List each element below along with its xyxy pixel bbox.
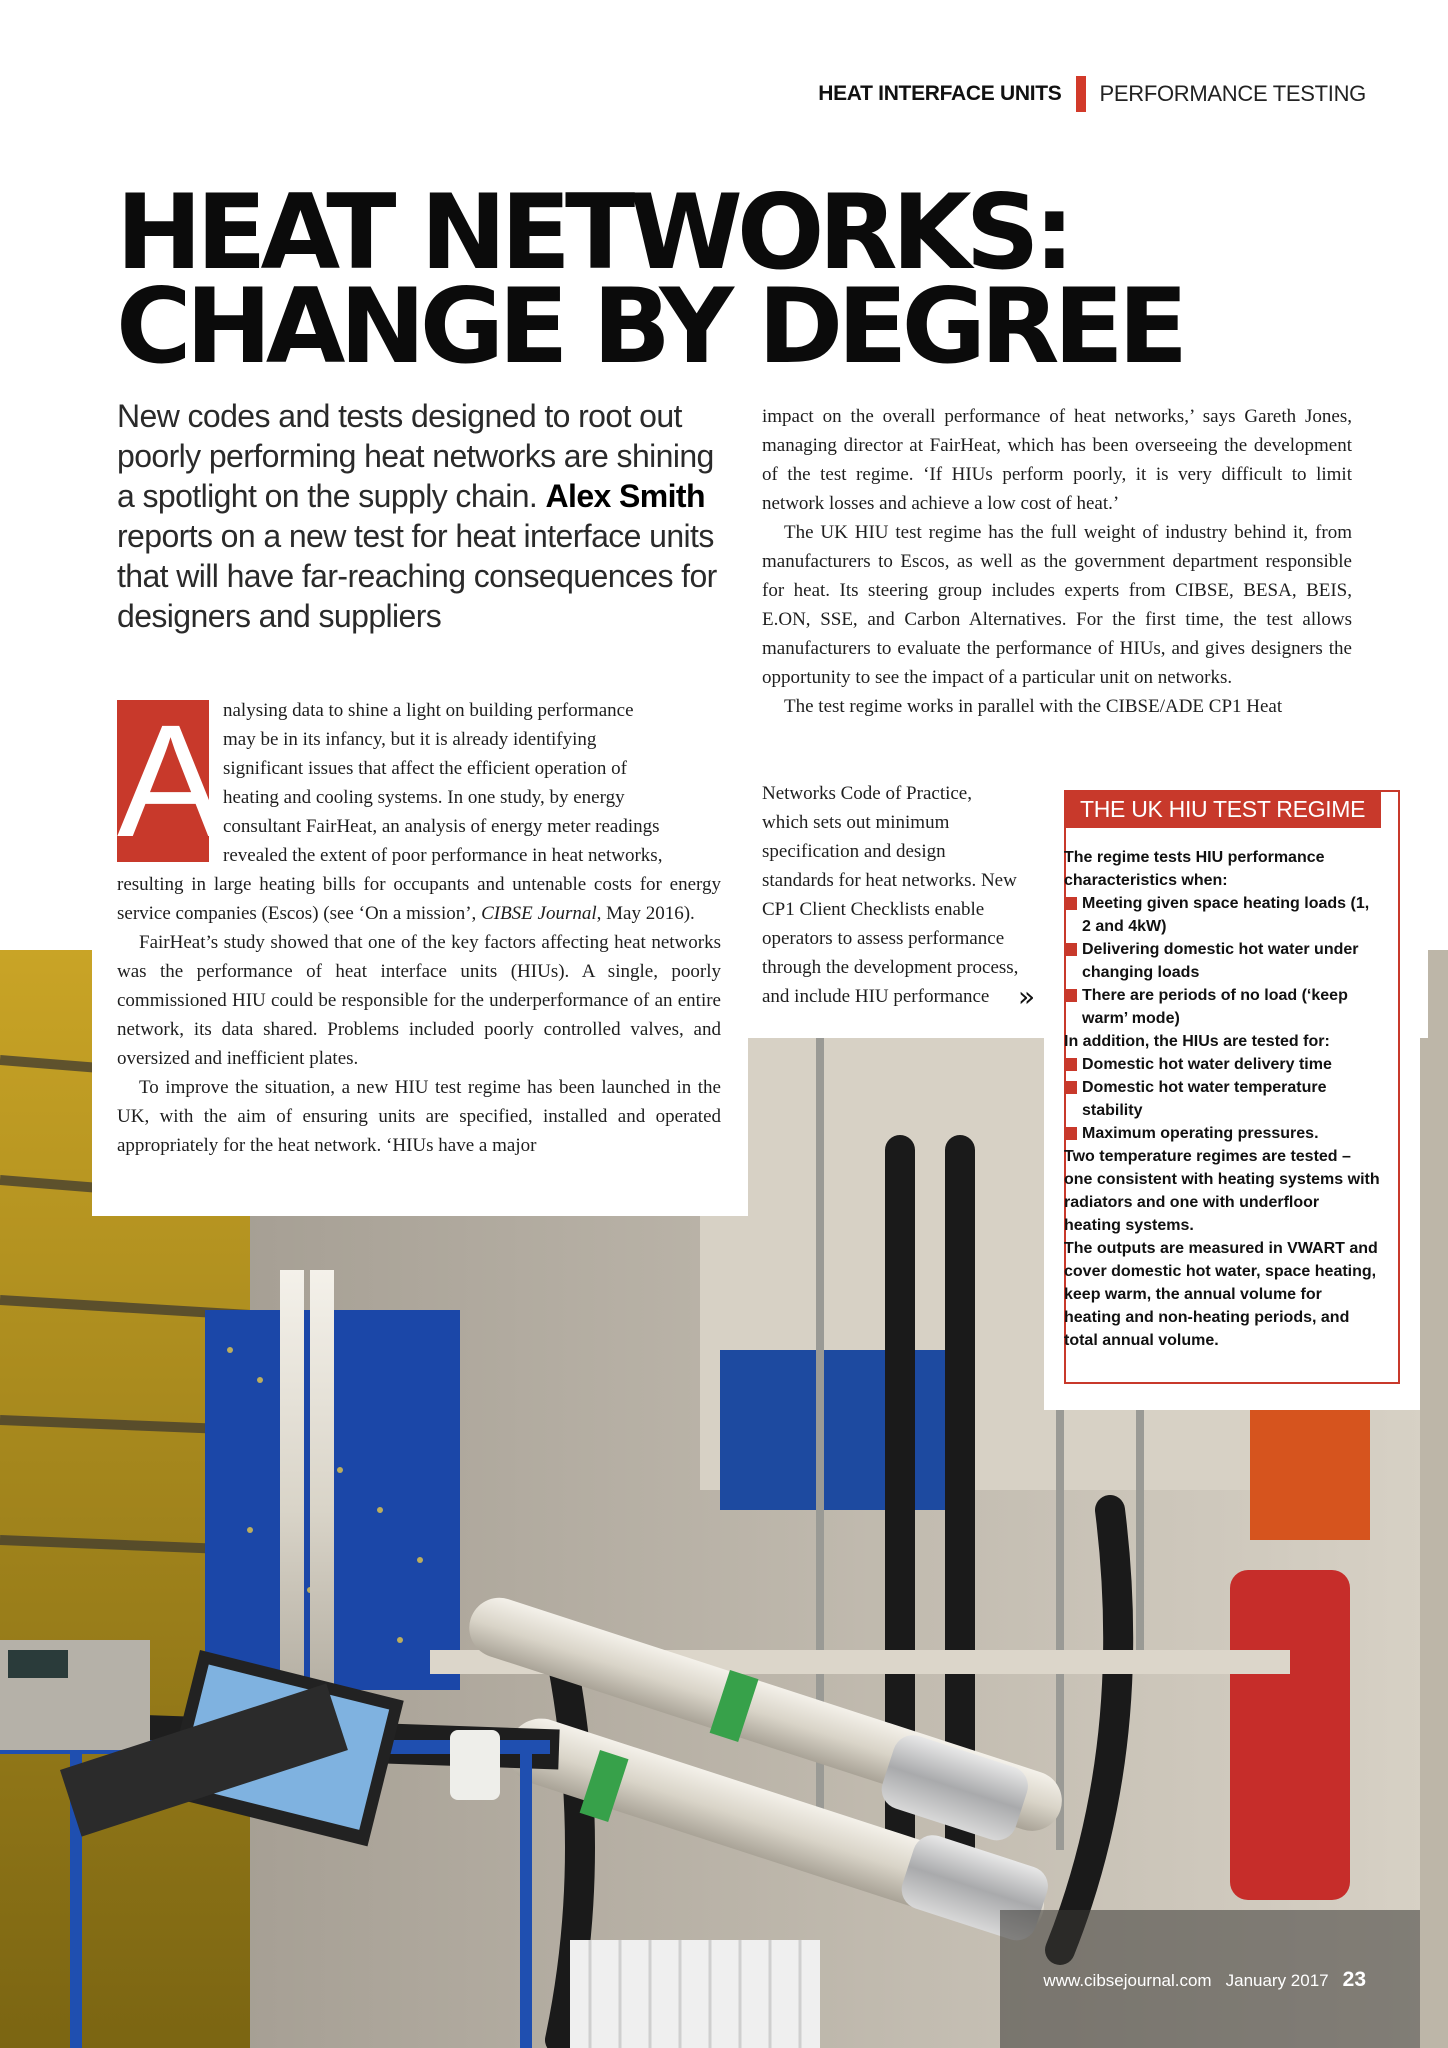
- body-paragraph: FairHeat’s study showed that one of the key factors affecting heat networks was the performance of heat interface units (HIUs). A single, poorly commissioned HIU could be responsible for the underperformance of an entire network, its data shared. Problems included poorly controlled valves, and oversized and inefficient plates.: [117, 932, 721, 1069]
- standfirst: [117, 396, 717, 636]
- sidebar-bullet: Domestic hot water delivery time: [1064, 1053, 1380, 1076]
- sidebar-intro: The regime tests HIU performance characteristics when:: [1064, 849, 1325, 889]
- title-line-2: CHANGE BY DEGREE: [116, 267, 1183, 387]
- drop-cap: A: [117, 691, 224, 870]
- body-line: may be in its infancy, but it is already identifying: [223, 729, 597, 750]
- body-paragraph: [117, 870, 721, 928]
- sidebar-bullet: Domestic hot water temperature stability: [1064, 1076, 1380, 1122]
- sidebar-bullet: Maximum operating pressures.: [1064, 1122, 1380, 1145]
- body-column-right: [762, 402, 1352, 721]
- section-label: HEAT INTERFACE UNITS: [818, 82, 1062, 105]
- body-paragraph: The test regime works in parallel with the CIBSE/ADE CP1 Heat: [784, 696, 1283, 717]
- sidebar-paragraph: The outputs are measured in VWART and cover domestic hot water, space heating, keep warm, the annual volume for heating and non-heating periods, and total annual volume.: [1064, 1240, 1378, 1349]
- continue-arrow-icon: »: [1018, 980, 1036, 1013]
- article-title: [116, 173, 1183, 387]
- running-header: [818, 76, 1366, 112]
- sidebar-bullet: Delivering domestic hot water under changing loads: [1064, 938, 1380, 984]
- body-line: consultant FairHeat, an analysis of energy meter readings: [223, 816, 660, 837]
- footer-url: www.cibsejournal.com: [1043, 1971, 1212, 1990]
- title-line-1: HEAT NETWORKS:: [116, 173, 1069, 293]
- body-paragraph: impact on the overall performance of heat networks,’ says Gareth Jones, managing director at FairHeat, which has been overseeing the development of the test regime. ‘If HIUs perform poorly, it is very difficult to limit network losses and achieve a low cost of heat.’: [762, 406, 1352, 514]
- footer-issue: January 2017: [1225, 1971, 1329, 1990]
- author-name: Alex Smith: [545, 478, 705, 514]
- standfirst-lead: New codes and tests designed to root out poorly performing heat networks are shining a spotlight on the supply chain.: [117, 398, 714, 514]
- body-column-narrow: [762, 779, 1020, 1011]
- body-line: heating and cooling systems. In one study, by energy: [223, 787, 625, 808]
- body-column-left: [117, 691, 721, 1160]
- body-line: nalysing data to shine a light on building performance: [223, 700, 634, 721]
- sidebar-bullet: There are periods of no load (‘keep warm’ mode): [1064, 984, 1380, 1030]
- page-footer: [1043, 1968, 1366, 1992]
- header-divider: [1076, 76, 1086, 112]
- standfirst-rest: reports on a new test for heat interface units that will have far-reaching consequences for designers and suppliers: [117, 518, 717, 634]
- sidebar-bullet: Meeting given space heating loads (1, 2 and 4kW): [1064, 892, 1380, 938]
- body-line: revealed the extent of poor performance in heat networks,: [223, 845, 663, 866]
- body-text: resulting in large heating bills for occupants and untenable costs for energy service companies (Escos) (see ‘On a mission’,: [117, 874, 721, 924]
- sidebar-body: [1064, 846, 1380, 1352]
- sidebar-also-intro: In addition, the HIUs are tested for:: [1064, 1033, 1330, 1050]
- body-paragraph: The UK HIU test regime has the full weight of industry behind it, from manufacturers to Escos, as well as the government department responsible for heat. Its steering group includes experts from CIBSE, BESA, BEIS, E.ON, SSE, and Carbon Alternatives. For the first time, the test allows manufacturers to evaluate the performance of HIUs, and gives designers the opportunity to see the impact of a particular unit on networks.: [762, 522, 1352, 688]
- body-text: , May 2016).: [596, 903, 695, 924]
- body-paragraph: Networks Code of Practice, which sets out minimum specification and design standards for heat networks. New CP1 Client Checklists enable operators to assess performance through the development process, and include HIU performance: [762, 783, 1019, 1007]
- subsection-label: PERFORMANCE TESTING: [1099, 81, 1366, 106]
- sidebar-paragraph: Two temperature regimes are tested – one consistent with heating systems with radiators and one with underfloor heating systems.: [1064, 1148, 1380, 1234]
- body-line: significant issues that affect the efficient operation of: [223, 758, 627, 779]
- journal-reference: CIBSE Journal: [481, 903, 597, 924]
- body-paragraph: To improve the situation, a new HIU test regime has been launched in the UK, with the aim of ensuring units are specified, installed and operated appropriately for the heat network. ‘HIUs have a major: [117, 1077, 721, 1156]
- page-number: 23: [1342, 1968, 1366, 1991]
- sidebar-title: THE UK HIU TEST REGIME: [1064, 790, 1381, 828]
